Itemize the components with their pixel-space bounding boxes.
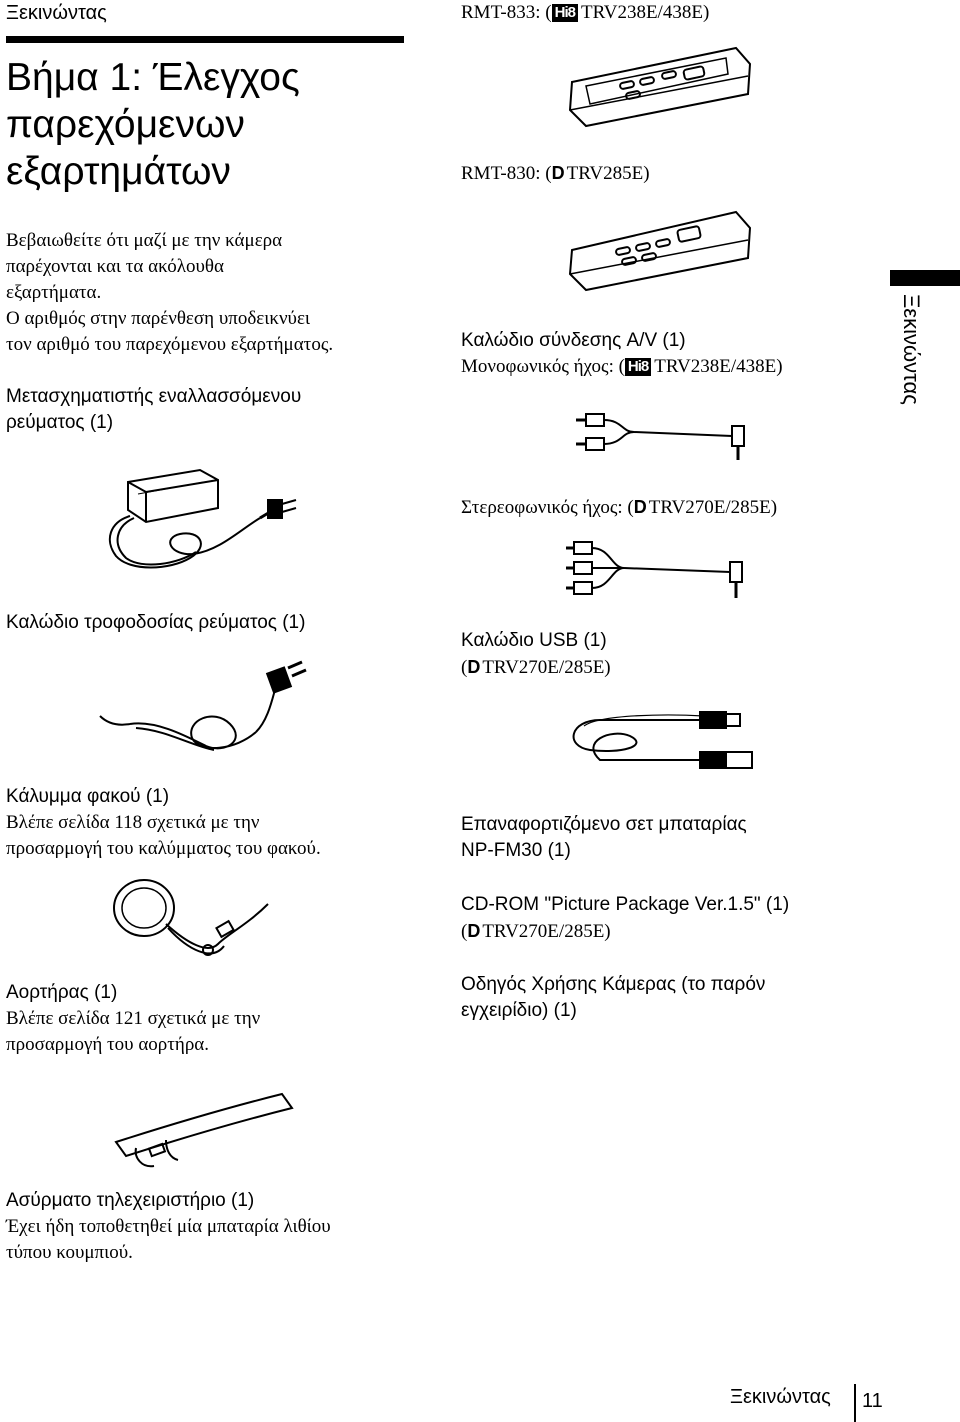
strap-description-line: Βλέπε σελίδα 121 σχετικά με την: [6, 1008, 261, 1029]
mono-models: TRV238E/438E): [654, 356, 783, 377]
av-mono-cable-illustration: [572, 412, 762, 472]
rmt833-prefix: RMT-833: (: [461, 2, 552, 23]
footer-divider: [854, 1384, 856, 1422]
power-cord-illustration: [96, 650, 326, 760]
stereo-prefix: Στερεοφωνικός ήχος: (: [461, 497, 634, 518]
intro-line: Ο αριθμός στην παρένθεση υποδεικνύει: [6, 308, 311, 329]
intro-text: [6, 228, 333, 358]
side-tab: [894, 294, 928, 444]
mono-label: [461, 354, 783, 380]
av-cable-label: Καλώδιο σύνδεσης A/V (1): [461, 330, 686, 351]
usb-models-label: [461, 654, 611, 681]
rmt833-models: TRV238E/438E): [580, 2, 710, 23]
footer-section: Ξεκινώντας: [730, 1386, 831, 1408]
lens-cap-label: Κάλυμμα φακού (1): [6, 786, 170, 807]
lens-cap-description-line: Βλέπε σελίδα 118 σχετικά με την: [6, 812, 260, 833]
rmt830-label: [461, 160, 650, 187]
lens-cap-description: [6, 810, 321, 862]
power-cord-label: Καλώδιο τροφοδοσίας ρεύματος (1): [6, 612, 306, 633]
cdrom-prefix: (: [461, 921, 468, 942]
cdrom-models: TRV270E/285E): [482, 921, 611, 942]
ac-adaptor-label: [6, 384, 301, 436]
ac-adaptor-label-line: Μετασχηματιστής εναλλασσόμενου: [6, 386, 302, 407]
side-tab-label: Ξεκινώντας: [899, 294, 924, 405]
intro-line: εξαρτήματα.: [6, 282, 102, 303]
av-stereo-cable-illustration: [560, 540, 760, 606]
remote-rmt833-illustration: [566, 42, 756, 132]
intro-line: τον αριθμό του παρεχόμενου εξαρτήματος.: [6, 334, 334, 355]
remote-description-line: Έχει ήδη τοποθετηθεί μία μπαταρία λιθίου: [6, 1216, 331, 1237]
battery-label: [461, 812, 747, 864]
digital8-logo-icon: D: [467, 657, 481, 677]
strap-label: Αορτήρας (1): [6, 982, 118, 1003]
cdrom-label: CD-ROM "Picture Package Ver.1.5" (1): [461, 894, 790, 915]
usb-cable-label: Καλώδιο USB (1): [461, 630, 607, 651]
stereo-label: [461, 494, 777, 521]
remote-description-line: τύπου κουμπιού.: [6, 1242, 133, 1263]
page-title-line: παρεχόμενων: [6, 103, 245, 146]
rmt833-label: [461, 0, 709, 26]
lens-cap-illustration: [108, 874, 278, 974]
strap-description-line: προσαρμογή του αορτήρα.: [6, 1034, 210, 1055]
usb-models: TRV270E/285E): [482, 657, 611, 678]
page-title: [6, 54, 300, 195]
mono-prefix: Μονοφωνικός ήχος: (: [461, 356, 625, 377]
cdrom-models-label: [461, 918, 611, 945]
remote-description: [6, 1214, 331, 1266]
digital8-logo-icon: D: [467, 921, 481, 941]
battery-label-line: Επαναφορτιζόμενο σετ μπαταρίας: [461, 814, 747, 835]
intro-line: παρέχονται και τα ακόλουθα: [6, 256, 224, 277]
running-header: Ξεκινώντας: [6, 2, 107, 24]
intro-line: Βεβαιωθείτε ότι μαζί με την κάμερα: [6, 230, 283, 251]
strap-illustration: [106, 1086, 306, 1176]
rmt830-prefix: RMT-830: (: [461, 163, 552, 184]
usb-cable-illustration: [560, 706, 780, 776]
stereo-models: TRV270E/285E): [648, 497, 778, 518]
hi8-logo-icon: Hi8: [625, 358, 651, 376]
strap-description: [6, 1006, 260, 1058]
page-title-line: εξαρτημάτων: [6, 150, 231, 193]
digital8-logo-icon: D: [551, 163, 565, 183]
ac-adaptor-illustration: [100, 460, 340, 580]
manual-label-line: εγχειρίδιο) (1): [461, 1000, 577, 1021]
side-tab-bar: [890, 270, 960, 286]
header-rule: [6, 36, 404, 43]
page-title-line: Βήμα 1: Έλεγχος: [6, 56, 300, 99]
hi8-logo-icon: Hi8: [552, 4, 578, 22]
rmt830-models: TRV285E): [566, 163, 650, 184]
digital8-logo-icon: D: [633, 497, 647, 517]
remote-rmt830-illustration: [566, 206, 756, 296]
manual-label-line: Οδηγός Χρήσης Κάμερας (το παρόν: [461, 974, 766, 995]
battery-label-line: NP-FM30 (1): [461, 840, 571, 861]
page-number: 11: [862, 1390, 883, 1412]
lens-cap-description-line: προσαρμογή του καλύμματος του φακού.: [6, 838, 321, 859]
ac-adaptor-label-line: ρεύματος (1): [6, 412, 114, 433]
remote-label: Ασύρματο τηλεχειριστήριο (1): [6, 1190, 255, 1211]
manual-label: [461, 972, 765, 1024]
usb-prefix: (: [461, 657, 468, 678]
